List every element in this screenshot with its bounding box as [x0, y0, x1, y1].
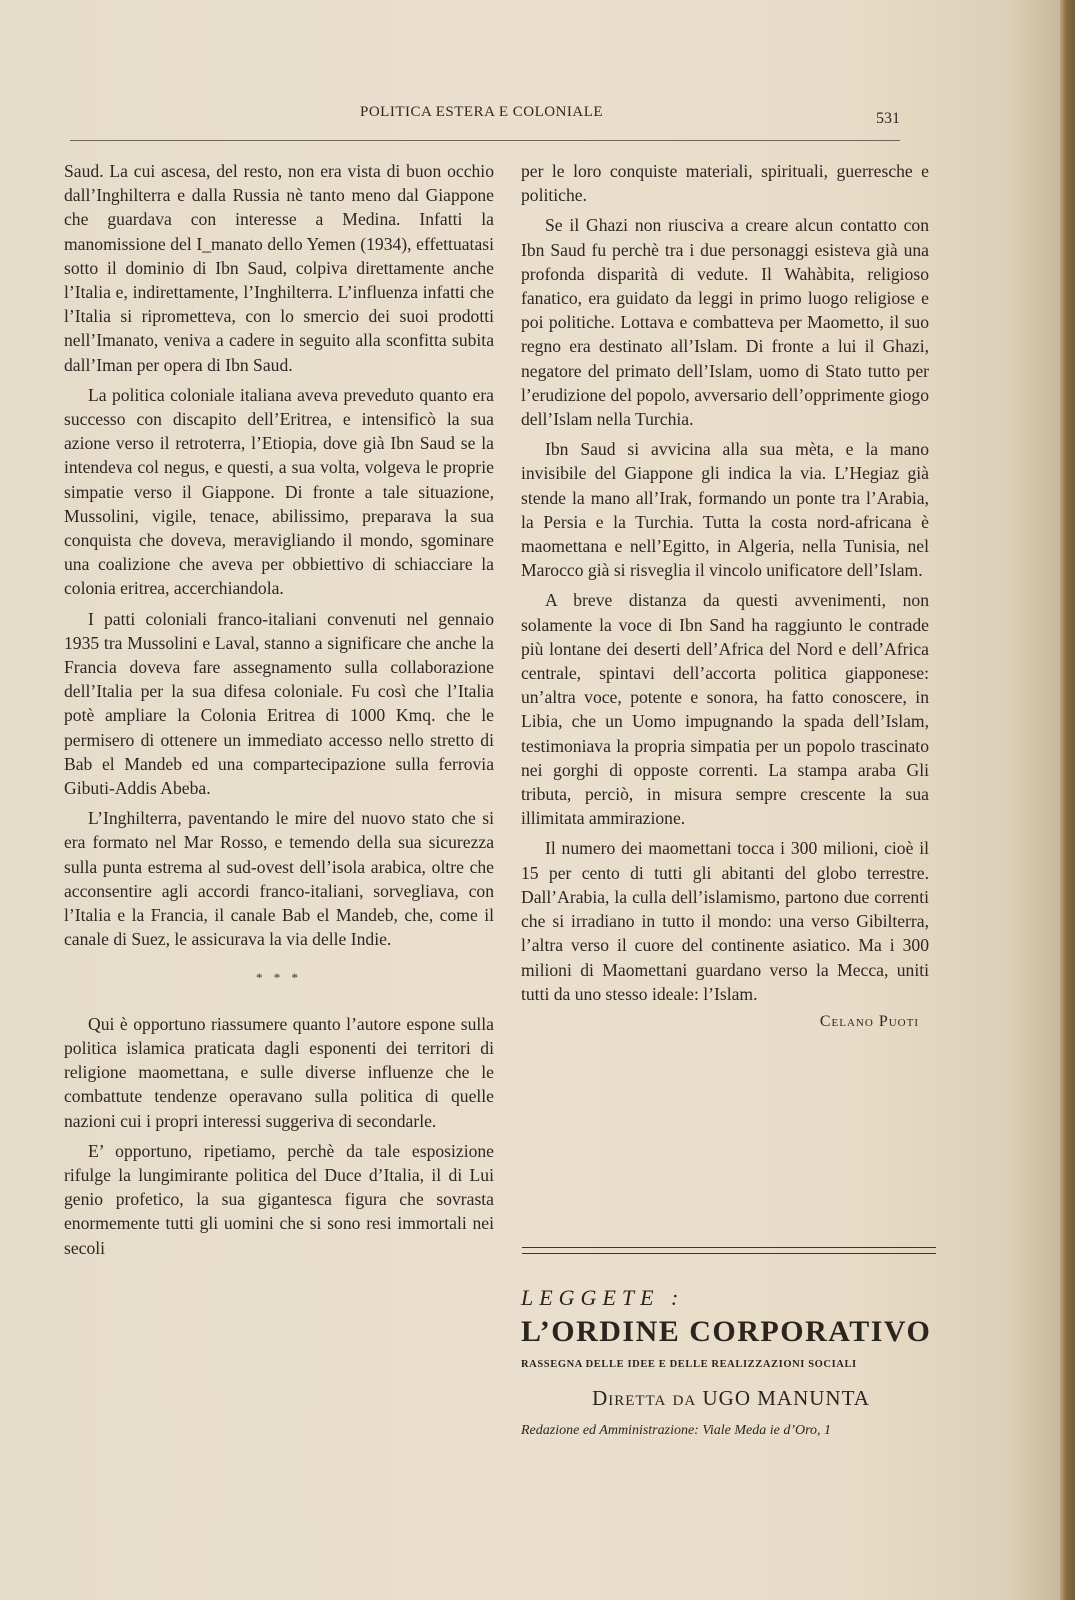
paragraph: Se il Ghazi non riusciva a creare alcun contatto con Ibn Saud fu perchè tra i due personaggi esisteva già una profonda disparità di vedute. Il Wahàbita, religioso fanatico, era guidato da leggi in primo luogo religiose e poi politiche. Lottava e combatteva per Maometto, il suo regno era destinato all’Islam. Di fronte a lui il Ghazi, negatore del primato dell’Islam, uomo di Stato tutto per l’erudizione del popolo, avversario dell’opprimente giogo dell’Islam nella Turchia.	[521, 215, 929, 430]
paragraph: Saud. La cui ascesa, del resto, non era vista di buon occhio dall’Inghilterra e dalla Russia nè tanto meno dal Giappone che guardava con interesse a Medina. Infatti la manomissione del I_manato dello Yemen (1934), effettuatasi sotto il dominio di Ibn Saud, colpiva direttamente anche l’Italia e, indirettamente, l’Inghilterra. L’influenza infatti che l’Italia si riprometteva, con lo smercio dei suoi prodotti nell’Imanato, veniva a cadere in seguito alla sconfitta subita dall’Iman per opera di Ibn Saud.	[64, 161, 494, 375]
running-header	[70, 100, 900, 141]
author-signature: Celano Puoti	[819, 1012, 919, 1030]
divider-rule	[522, 1247, 936, 1248]
section-separator: * * *	[256, 969, 302, 985]
ad-title: L’ORDINE CORPORATIVO	[521, 1315, 932, 1348]
right-column	[521, 159, 929, 1034]
ad-director-name: UGO MANUNTA	[702, 1386, 870, 1410]
paragraph: I patti coloniali franco-italiani convenuti nel gennaio 1935 tra Mussolini e Laval, stanno a significare che anche la Francia doveva fare assegnamento sulla collaborazione dell’Italia per la sua difesa coloniale. Fu così che l’Italia potè ampliare la Colonia Eritrea di 1000 Kmq. che le permisero di ottenere un immediato accesso nello stretto di Bab el Mandeb ed una compartecipazione sulla ferrovia Gibuti-Addis Abeba.	[64, 608, 494, 799]
divider-rule	[522, 1253, 936, 1254]
ad-subtitle: RASSEGNA DELLE IDEE E DELLE REALIZZAZIONI SOCIALI	[521, 1359, 857, 1370]
paragraph: Ibn Saud si avvicina alla sua mèta, e la mano invisibile del Giappone gli indica la via. L’Hegiaz già stende la mano all’Irak, formando un ponte tra l’Arabia, la Persia e la Turchia. Tutta la costa nord-africana è maomettana e nell’Egitto, in Algeria, nella Tunisia, nel Marocco già si risveglia il vincolo unificatore dell’Islam.	[521, 439, 929, 581]
left-column	[64, 159, 494, 1266]
ad-address: Redazione ed Amministrazione: Viale Meda ie d’Oro, 1	[521, 1423, 832, 1438]
paragraph: Il numero dei maomettani tocca i 300 milioni, cioè il 15 per cento di tutti gli abitanti del globo terrestre. Dall’Arabia, la culla dell’islamismo, partono due correnti che si irradiano in tutto il mondo: una verso Gibilterra, l’altra verso il cuore del continente asiatico. Ma i 300 milioni di Maomettani guardano verso la Mecca, uniti tutti da uno stesso ideale: l’Islam.	[521, 838, 929, 1004]
paragraph: L’Inghilterra, paventando le mire del nuovo stato che si era formato nel Mar Rosso, e temendo della sua sicurezza sulla punta estrema al sud-ovest dell’isola arabica, oltre che acconsentire agli accordi franco-italiani, sorvegliava, con l’Italia e la Francia, il canale Bab el Mandeb, che, come il canale di Suez, le assicurava la via delle Indie.	[64, 808, 494, 950]
paragraph: Qui è opportuno riassumere quanto l’autore espone sulla politica islamica praticata dagli esponenti dei territori di religione maomettana, e sulle diverse influenze che le combattute tendenze operavano sulla politica di quelle nazioni cui i propri interessi suggeriva di secondarle.	[64, 1013, 494, 1131]
paragraph: E’ opportuno, ripetiamo, perchè da tale esposizione rifulge la lungimirante politica del Duce d’Italia, il di Lui genio profetico, la sua gigantesca figura che sovrasta enormemente tutti gli uomini che si sono resi immortali nei secoli	[64, 1140, 494, 1258]
page-edge	[1060, 0, 1075, 1600]
paragraph: per le loro conquiste materiali, spirituali, guerresche e politiche.	[521, 161, 929, 206]
page-number: 531	[876, 110, 900, 127]
ad-director	[521, 1386, 941, 1411]
ad-leggete: LEGGETE :	[521, 1285, 685, 1310]
advertisement	[521, 1285, 941, 1439]
ad-director-prefix: Diretta da	[592, 1386, 697, 1410]
paragraph: La politica coloniale italiana aveva preveduto quanto era successo con discapito dell’Eritrea, e intensificò la sua azione verso il retroterra, l’Etiopia, dove già Ibn Saud se la intendeva col negus, e questi, a sua volta, volgeva le proprie simpatie verso il Giappone. Di fronte a tale situazione, Mussolini, vigile, tenace, abilissimo, preparava la sua conquista che doveva, meravigliando il mondo, sgominare una coalizione che aveva per obbiettivo di schiacciare la colonia eritrea, accerchiandola.	[64, 384, 494, 599]
running-title: POLITICA ESTERA E COLONIALE	[360, 104, 604, 120]
paragraph: A breve distanza da questi avvenimenti, non solamente la voce di Ibn Sand ha raggiunto le contrade più lontane dei deserti dell’Africa del Nord e dell’Africa centrale, spintavi dell’accorta politica giapponese: un’altra voce, potente e sonora, ha fatto conoscere, in Libia, che un Uomo impugnando la spada dell’Islam, testimoniava la propria simpatia per un popolo trascinato nei gorghi di opposte correnti. La stampa araba Gli tributa, perciò, in misura sempre crescente la sua illimitata ammirazione.	[521, 590, 929, 829]
